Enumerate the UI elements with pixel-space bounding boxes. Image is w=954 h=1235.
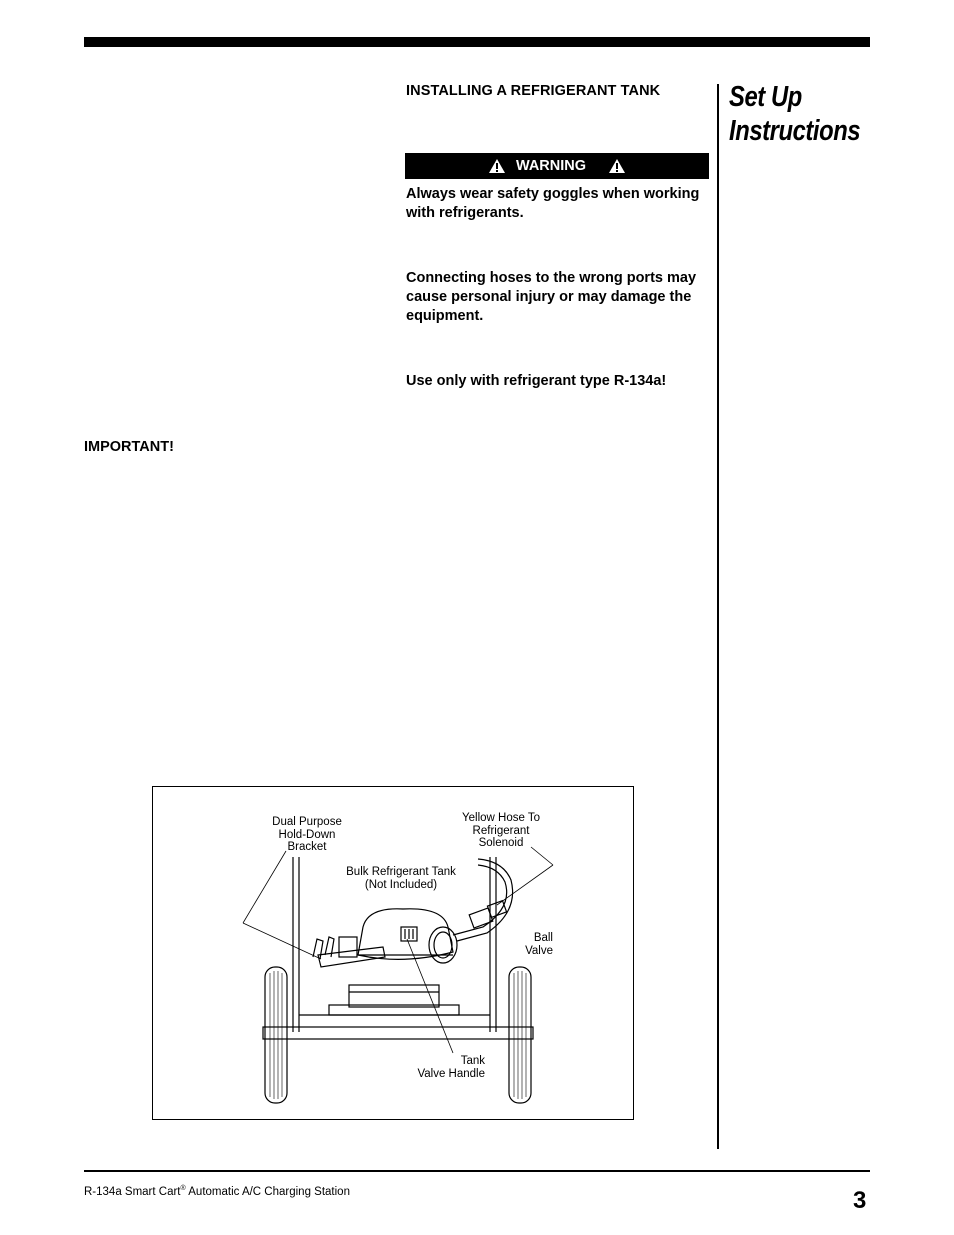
- top-rule: [84, 37, 870, 47]
- side-title: Set Up Instructions: [729, 81, 861, 147]
- warning-label: WARNING: [515, 158, 587, 174]
- warning-paragraph-goggles: Always wear safety goggles when working with refrigerants.: [406, 186, 700, 221]
- callout-ball-valve: Ball Valve: [525, 932, 553, 957]
- warning-bar: [405, 153, 709, 179]
- cart-illustration: [153, 787, 635, 1121]
- tank-installation-figure: [152, 786, 634, 1120]
- footer-product-name: R-134a Smart Cart: [84, 1185, 181, 1198]
- footer-product-title: [84, 1185, 350, 1198]
- warning-paragraph-hoses: Connecting hoses to the wrong ports may cause personal injury or may damage the equipment.: [406, 270, 697, 324]
- callout-yellow-hose: Yellow Hose To Refrigerant Solenoid: [462, 812, 540, 849]
- section-heading: INSTALLING A REFRIGERANT TANK: [406, 83, 661, 99]
- callout-hold-down-bracket: Dual Purpose Hold-Down Bracket: [272, 816, 342, 853]
- warning-triangle-icon: [488, 158, 506, 174]
- warning-triangle-icon: [608, 158, 626, 174]
- callout-bulk-refrigerant-tank: Bulk Refrigerant Tank (Not Included): [346, 866, 456, 891]
- callout-tank-valve-handle: Tank Valve Handle: [417, 1055, 485, 1080]
- page-number: 3: [853, 1187, 867, 1214]
- important-label: IMPORTANT!: [84, 439, 174, 455]
- warning-paragraph-refrigerant: Use only with refrigerant type R-134a!: [406, 373, 667, 389]
- footer-registered-mark: ®: [180, 1185, 186, 1192]
- footer-product-desc: Automatic A/C Charging Station: [185, 1185, 350, 1198]
- bottom-rule: [84, 1170, 870, 1172]
- side-rule: [717, 84, 719, 1149]
